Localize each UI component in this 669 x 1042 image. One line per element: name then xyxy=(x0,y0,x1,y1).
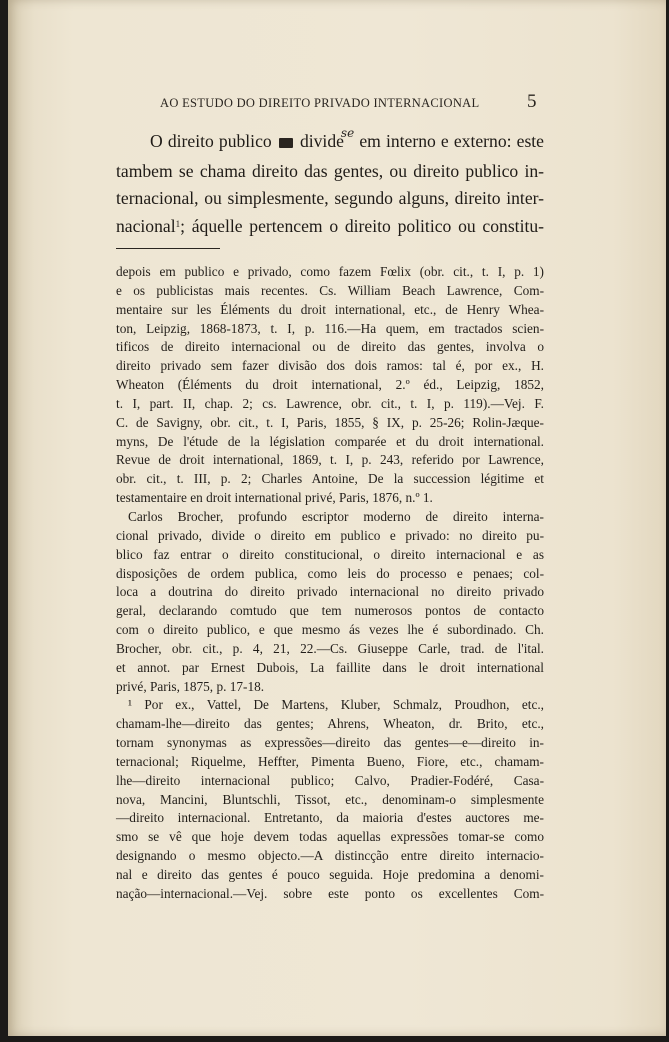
footnote-line: —direito internacional. Entretanto, da maioria d'estes auctores me- xyxy=(116,810,544,826)
footnote-line: chamam-lhe—direito das gentes; Ahrens, Wheaton, dr. Brito, etc., xyxy=(116,716,544,732)
footnote-line: mentaire sur les Éléments du droit international, etc., de Henry Whea- xyxy=(116,301,544,317)
footnote-line: myns, De l'étude de la législation comparée et du droit international. xyxy=(116,433,544,449)
footnote-line: tificos de direito internacional ou de direito das gentes, involva o xyxy=(116,339,544,355)
footnote-line: smo se vê que hoje devem todas aquellas expressões tomar-se como xyxy=(116,829,544,845)
footnote-line: direito privado sem fazer divisão dos dois ramos: tal é, por ex., H. xyxy=(116,358,544,374)
footnote-line: lhe—direito internacional publico; Calvo, Pradier-Fodéré, Casa- xyxy=(116,772,544,788)
main-text-fragment: ; áquelle pertencem o direito politico ou constitu- xyxy=(180,215,544,236)
footnote-line: loca a doutrina do direito privado internacional no direito privado xyxy=(116,584,544,600)
footnote-line: com o direito publico, e que mesmo ás vezes lhe é subordinado. Ch. xyxy=(116,622,544,638)
footnote-line: t. I, part. II, chap. 2; cs. Lawrence, obr. cit., t. I, p. 119).—Vej. F. xyxy=(116,395,544,411)
footnote-line: obr. cit., t. III, p. 2; Charles Antoine, De la succession légitime et xyxy=(116,471,544,487)
main-text-line: tambem se chama direito das gentes, ou direito publico in- xyxy=(116,160,544,181)
page-number: 5 xyxy=(527,91,537,112)
main-text-fragment: divide xyxy=(294,131,344,151)
footnote-line: geral, declarando comtudo que tem numerosos pontos de contacto xyxy=(116,603,544,619)
main-text-line: ternacional, ou simplesmente, segundo alguns, direito inter- xyxy=(116,188,544,208)
footnote-line: ¹ Por ex., Vattel, De Martens, Kluber, Schmalz, Proudhon, etc., xyxy=(128,697,544,713)
footnote-line: C. de Savigny, obr. cit., t. I, Paris, 1855, § IX, p. 25-26; Rolin-Jæque- xyxy=(116,414,544,430)
footnote-line: ton, Leipzig, 1868-1873, t. I, p. 116.—Ha quem, em tractados scien- xyxy=(116,320,544,336)
main-text-line xyxy=(116,213,544,244)
footnote-line: nova, Mancini, Bluntschli, Tissot, etc., denominam-o simplesmente xyxy=(116,791,544,807)
footnote-line: testamentaire en droit international privé, Paris, 1876, n.º 1. xyxy=(116,490,433,506)
footnote-separator xyxy=(116,248,220,249)
footnote-line: disposições de ordem publica, como leis do processo e penaes; col- xyxy=(116,565,544,581)
footnote-line: cional privado, divide o direito em publico e privado: no direito pu- xyxy=(116,527,544,543)
footnote-line: nação—internacional.—Vej. sobre este ponto os excellentes Com- xyxy=(116,885,544,901)
footnote-line: et annot. par Ernest Dubois, La faillite dans le droit international xyxy=(116,659,544,675)
footnote-line: ternacional; Riquelme, Heffter, Pimenta Bueno, Fiore, etc., chamam- xyxy=(116,753,544,769)
footnote-line: nal e direito das gentes é pouco seguida. Hoje predomina a denomi- xyxy=(116,867,544,882)
main-text xyxy=(116,128,544,243)
handwritten-insertion: se xyxy=(340,126,355,140)
footnote-line: tornam synonymas as expressões—direito das gentes—e—direito in- xyxy=(116,735,544,751)
footnotes xyxy=(116,263,544,904)
footnote-line: depois em publico e privado, como fazem Fœlix (obr. cit., t. I, p. 1) xyxy=(116,264,544,279)
footnote-line: Wheaton (Éléments du droit international, 2.º éd., Leipzig, 1852, xyxy=(116,377,544,393)
footnote-line: designando o mesmo objecto.—A distincção entre direito internacio- xyxy=(116,848,544,864)
main-text-fragment: em interno e externo: este xyxy=(359,131,544,151)
footnote-line: Carlos Brocher, profundo escriptor moderno de direito interna- xyxy=(128,508,544,524)
footnote-ref: 1 xyxy=(175,218,181,229)
main-text-line xyxy=(116,128,544,158)
book-page xyxy=(8,0,666,1036)
main-text-fragment: nacional xyxy=(116,215,176,236)
running-title: AO ESTUDO DO DIREITO PRIVADO INTERNACIONAL xyxy=(160,96,480,110)
footnote-line: blico faz entrar o direito constitucional, o direito internacional e as xyxy=(116,546,544,562)
footnote-line: Revue de droit international, 1869, t. I, p. 243, referido por Lawrence, xyxy=(116,452,544,468)
footnote-line: Brocher, obr. cit., p. 4, 21, 22.—Cs. Giuseppe Carle, trad. de l'ital. xyxy=(116,640,544,656)
main-text-fragment: O direito publico xyxy=(150,131,277,151)
footnote-line: e os publicistas mais recentes. Cs. William Beach Lawrence, Com- xyxy=(116,282,544,298)
struck-word-mark xyxy=(279,138,293,148)
footnote-line: privé, Paris, 1875, p. 17-18. xyxy=(116,678,265,694)
